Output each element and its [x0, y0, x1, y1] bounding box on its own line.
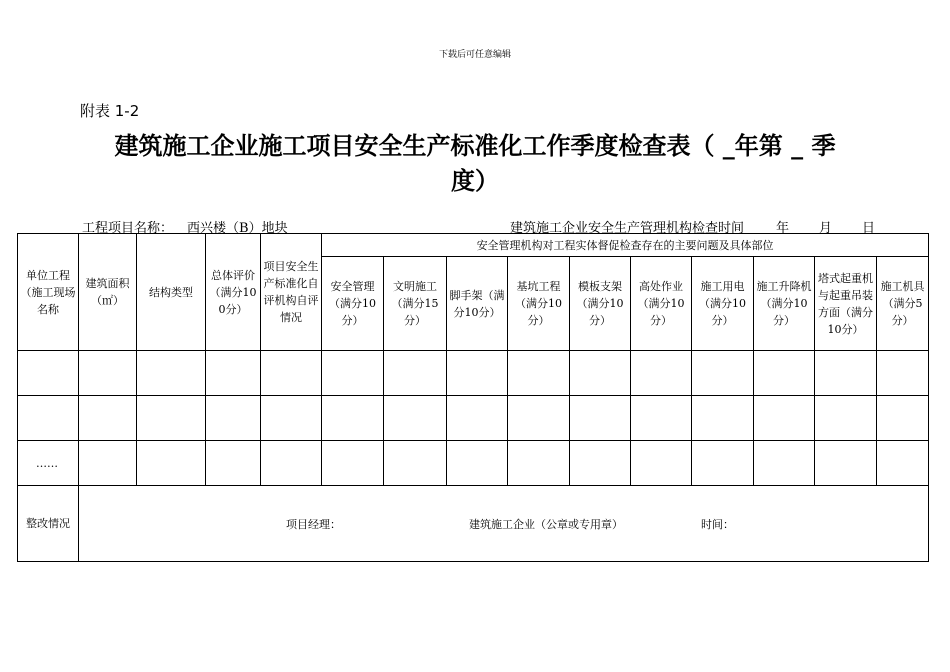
table-cell[interactable] — [508, 441, 570, 486]
table-cell[interactable] — [18, 351, 79, 396]
table-cell[interactable] — [877, 351, 929, 396]
header-sub-4: 基坑工程（满分10分） — [508, 257, 570, 351]
table-cell[interactable] — [877, 441, 929, 486]
table-cell[interactable] — [631, 351, 692, 396]
table-row — [18, 351, 929, 396]
table-cell[interactable] — [18, 396, 79, 441]
company-seal-label: 建筑施工企业（公章或专用章） — [469, 518, 623, 531]
table-cell[interactable] — [692, 351, 754, 396]
table-cell[interactable] — [508, 351, 570, 396]
rectification-label: 整改情况 — [18, 486, 79, 562]
month-label: 月 — [819, 221, 833, 236]
table-cell[interactable] — [447, 396, 508, 441]
table-cell[interactable] — [692, 396, 754, 441]
header-sub-2: 文明施工（满分15分） — [384, 257, 447, 351]
header-unit: 单位工程（施工现场名称 — [18, 234, 79, 351]
table-row — [18, 396, 929, 441]
table-cell[interactable] — [322, 351, 384, 396]
header-sub-7: 施工用电（满分10分） — [692, 257, 754, 351]
day-label: 日 — [862, 221, 876, 236]
header-structure: 结构类型 — [137, 234, 206, 351]
table-cell[interactable] — [815, 396, 877, 441]
table-cell[interactable] — [754, 396, 815, 441]
table-cell[interactable] — [877, 396, 929, 441]
table-cell[interactable] — [79, 351, 137, 396]
time-label: 时间： — [701, 518, 734, 531]
header-note: 下载后可任意编辑 — [438, 50, 511, 60]
table-cell[interactable] — [137, 441, 206, 486]
header-sub-5: 模板支架（满分10分） — [570, 257, 631, 351]
table-cell[interactable] — [322, 441, 384, 486]
header-sub-10: 施工机具（满分5分） — [877, 257, 929, 351]
header-sub-6: 高处作业（满分10分） — [631, 257, 692, 351]
table-cell[interactable] — [261, 351, 322, 396]
table-cell[interactable] — [447, 351, 508, 396]
table-cell[interactable] — [79, 396, 137, 441]
check-time-label: 建筑施工企业安全生产管理机构检查时间 — [510, 221, 745, 236]
table-cell[interactable] — [206, 351, 261, 396]
header-area: 建筑面积（㎡） — [79, 234, 137, 351]
table-cell[interactable] — [384, 351, 447, 396]
table-cell[interactable] — [631, 396, 692, 441]
table-cell[interactable] — [206, 396, 261, 441]
table-cell[interactable] — [570, 441, 631, 486]
table-cell[interactable] — [384, 396, 447, 441]
document-title — [95, 128, 855, 198]
header-overall: 总体评价（满分100分） — [206, 234, 261, 351]
table-cell[interactable] — [206, 441, 261, 486]
table-cell[interactable] — [447, 441, 508, 486]
table-cell[interactable] — [79, 441, 137, 486]
header-group: 安全管理机构对工程实体督促检查存在的主要问题及具体部位 — [322, 234, 929, 257]
rectification-content[interactable] — [79, 486, 929, 562]
project-name-label: 工程项目名称： — [82, 221, 174, 236]
table-cell[interactable] — [631, 441, 692, 486]
header-sub-9: 塔式起重机与起重吊装方面（满分10分） — [815, 257, 877, 351]
ellipsis-cell: …… — [18, 441, 79, 486]
table-cell[interactable] — [692, 441, 754, 486]
table-row — [18, 441, 929, 486]
table-cell[interactable] — [570, 351, 631, 396]
table-cell[interactable] — [754, 441, 815, 486]
table-cell[interactable] — [570, 396, 631, 441]
footer-row — [18, 486, 929, 562]
header-row-1 — [18, 234, 929, 257]
table-cell[interactable] — [754, 351, 815, 396]
header-sub-8: 施工升降机（满分10分） — [754, 257, 815, 351]
title-line-1: 建筑施工企业施工项目安全生产标准化工作季度检查表（ _年第 _ 季 — [114, 131, 836, 160]
header-sub-3: 脚手架（满分10分） — [447, 257, 508, 351]
project-manager-label: 项目经理： — [286, 518, 341, 531]
table-cell[interactable] — [261, 396, 322, 441]
year-label: 年 — [776, 221, 790, 236]
header-self-eval: 项目安全生产标准化自评机构自评情况 — [261, 234, 322, 351]
table-cell[interactable] — [322, 396, 384, 441]
table-cell[interactable] — [508, 396, 570, 441]
inspection-table — [17, 233, 929, 562]
table-cell[interactable] — [815, 351, 877, 396]
table-cell[interactable] — [261, 441, 322, 486]
table-cell[interactable] — [137, 396, 206, 441]
table-cell[interactable] — [137, 351, 206, 396]
project-name-value: 西兴楼（B）地块 — [187, 221, 288, 236]
table-cell[interactable] — [384, 441, 447, 486]
header-sub-1: 安全管理（满分10分） — [322, 257, 384, 351]
appendix-label: 附表 1-2 — [80, 102, 140, 120]
table-cell[interactable] — [815, 441, 877, 486]
title-line-2: 度） — [451, 166, 499, 195]
